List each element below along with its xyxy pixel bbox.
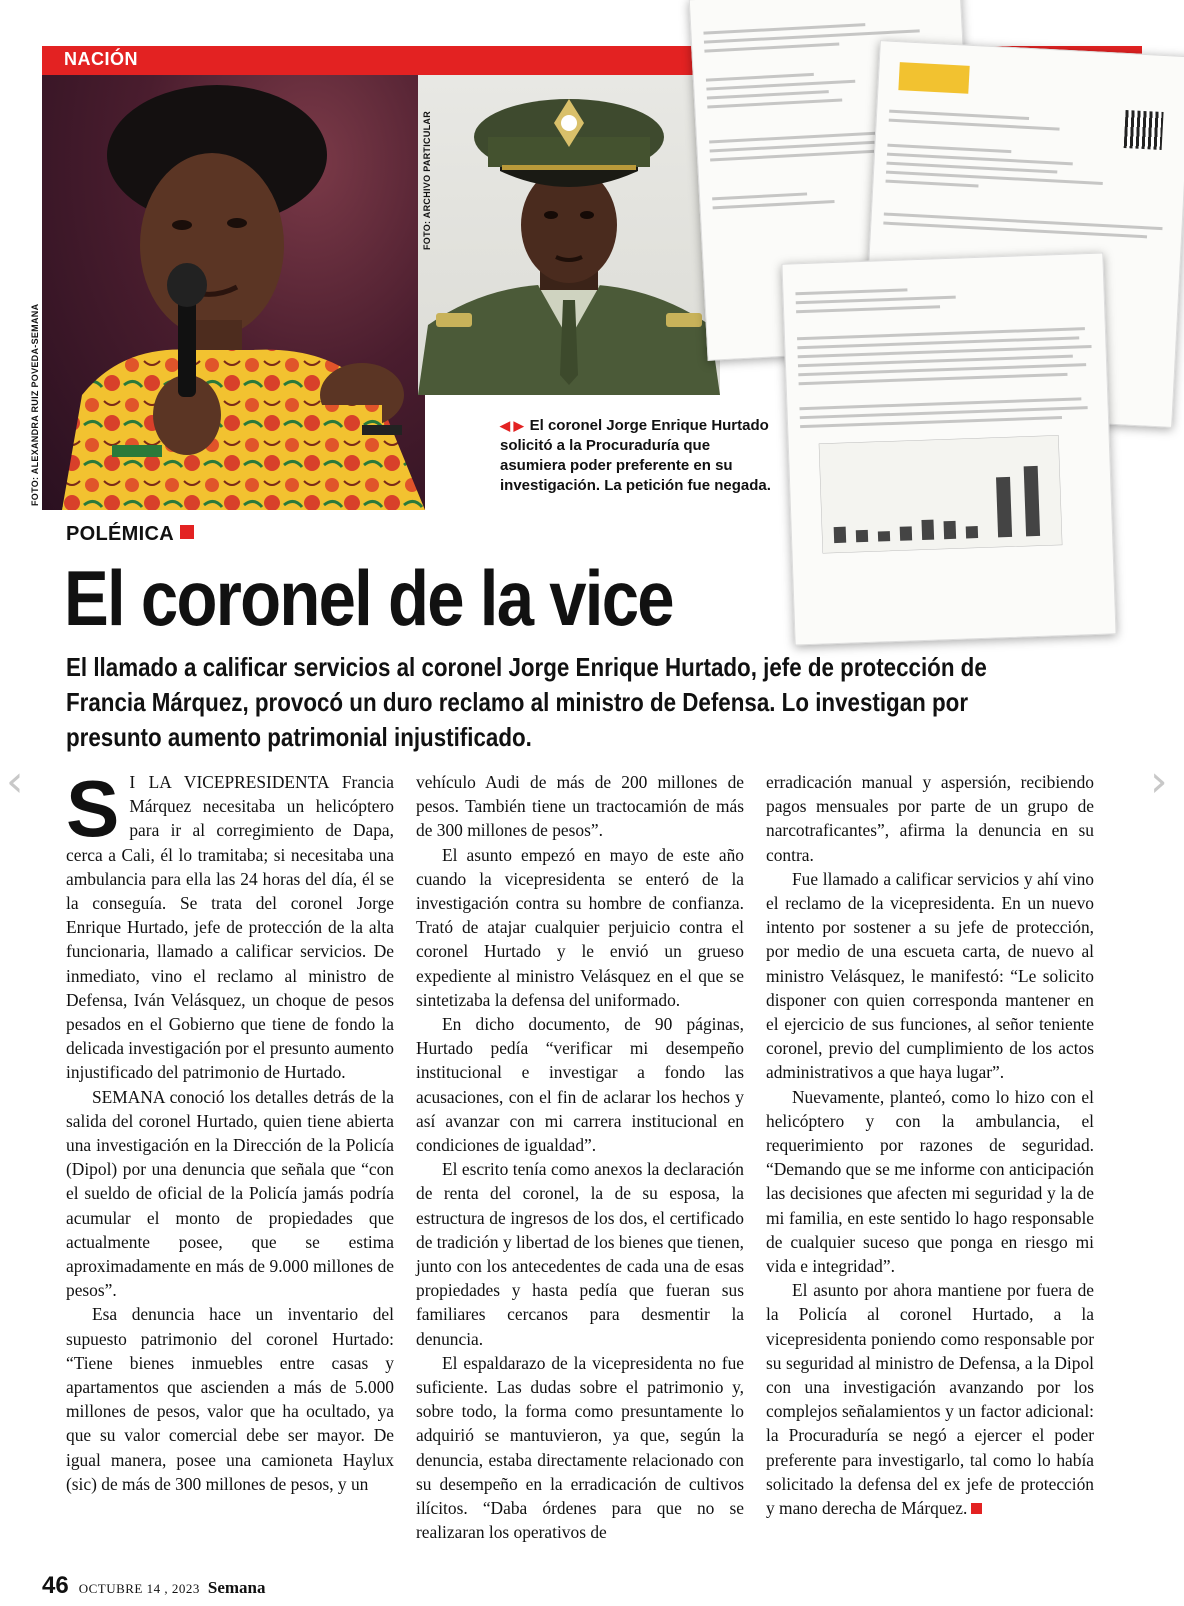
kicker-square-icon xyxy=(180,525,194,539)
body-paragraph: Fue llamado a calificar servicios y ahí vino el reclamo de la vicepresidenta. En un nuevo intento por sostener a su jefe de protección, por medio de una escueta carta, de nuevo al ministro Velásquez, le manifestó: “Le solicito disponer con quien corresponda mantener en el ejercicio de sus funciones, al señor teniente coronel, previo del cumplimiento de los actos administrativos a que haya lugar”. xyxy=(766,868,1094,1083)
chevron-right-icon[interactable]: › xyxy=(1150,756,1168,807)
vice-president-photo xyxy=(42,75,425,510)
issue-date: OCTUBRE 14 , 2023 xyxy=(78,1581,200,1596)
right-photo-credit: FOTO: ARCHIVO PARTICULAR xyxy=(422,110,432,250)
body-paragraph: El asunto por ahora mantiene por fuera de la Policía al coronel Hurtado, a la vicepresidenta poniendo como responsable por su seguridad al ministro de Defensa, a la Dipol con una investigación avanzando por los complejos señalamientos y un factor adicional: la Procuraduría se negó a ejercer el poder preferente para investigarlo, tal como lo había solicitado la defensa del ex jefe de protección y mano derecha de Márquez. xyxy=(766,1280,1094,1519)
body-paragraph: El espaldarazo de la vicepresidenta no fue suficiente. Las dudas sobre el patrimonio y, sobre todo, la forma como presuntamente lo adquirió se mantuvieron, ya que, según la denuncia, estaba directamente relacionado con su desempeño en la erradicación de cultivos ilícitos. “Daba órdenes para que no se realizaran los operativos de xyxy=(416,1352,744,1543)
documents-collage xyxy=(680,0,1184,660)
kicker-text: POLÉMICA xyxy=(66,523,174,545)
colonel-photo xyxy=(418,75,720,395)
caption-arrows-icon: ◀ ▶ xyxy=(500,418,524,433)
body-paragraph: S I LA VICEPRESIDENTA Francia Márquez necesitaba un helicóptero para ir al corregimiento de Dapa, cerca a Cali, él lo tramitaba; si necesitaba una ambulancia para ella las 24 horas del día, él se la conseguía. Se trata del coronel Jorge Enrique Hurtado, jefe de protección de la alta funcionaria, llamado a calificar servicios. De inmediato, vino el reclamo al ministro de Defensa, Iván Velásquez, un choque de pesos pesados en el Gobierno que tiene de fondo la delicada investigación por el presunto aumento injustificado del patrimonio de Hurtado. xyxy=(66,764,394,1083)
page-number: 46 xyxy=(42,1572,69,1599)
headline: El coronel de la vice xyxy=(64,554,673,642)
body-paragraph: Nuevamente, planteó, como lo hizo con el helicóptero y con la ambulancia, el requerimiento por razones de seguridad. “Demando que se me informe con anticipación las decisiones que afecten mi seguridad y la de mi familia, en este sentido lo hago responsable de cualquier suceso que ponga en riesgo mi vida e integridad”. xyxy=(766,1086,1094,1277)
drop-cap: S xyxy=(66,764,120,853)
left-photo-credit: FOTO: ALEXANDRA RUIZ POVEDA-SEMANA xyxy=(30,303,40,506)
body-column-2 xyxy=(416,770,744,1545)
body-paragraph: SEMANA conoció los detalles detrás de la salida del coronel Hurtado, quien tiene abierta una investigación en la Dirección de la Policía (Dipol) por una denuncia que señala que “con el sueldo de oficial de la Policía jamás podría acumular el monto de propiedades que actualmente posee, que se estima aproximadamente en más de 9.000 millones de pesos”. xyxy=(66,1086,394,1301)
kicker xyxy=(66,523,194,546)
colombia-vida-logo xyxy=(898,62,969,94)
body-paragraph: El asunto empezó en mayo de este año cuando la vicepresidenta se enteró de la investigación contra su hombre de confianza. Trató de atajar cualquier perjuicio contra el coronel Hurtado y le envió un grueso expediente al ministro Velásquez en el que se sintetizaba la defensa del uniformado. xyxy=(416,844,744,1010)
document-vicepresidency-letter xyxy=(781,252,1116,645)
body-paragraph: Esa denuncia hace un inventario del supuesto patrimonio del coronel Hurtado: “Tiene bienes inmuebles entre casas y apartamentos que ascienden a más de 5.000 millones de pesos, valor que ha ocultado, ya que su valor comercial debe ser mayor. De igual manera, posee una camioneta Haylux (sic) de más de 300 millones de pesos, y un xyxy=(66,1304,394,1494)
body-column-1 xyxy=(66,764,394,1496)
deck: El llamado a calificar servicios al coronel Jorge Enrique Hurtado, jefe de protección de Francia Márquez, provocó un duro reclamo al ministro de Defensa. Lo investigan por presunto aumento patrimonial injustificado. xyxy=(66,652,987,752)
chevron-left-icon[interactable]: ‹ xyxy=(6,756,24,807)
end-square-icon xyxy=(971,1503,982,1514)
page-footer xyxy=(42,1572,266,1600)
body-paragraph: erradicación manual y aspersión, recibiendo pagos mensuales por parte de un grupo de narcotraficantes”, afirma la denuncia en su contra. xyxy=(766,772,1094,865)
section-label: NACIÓN xyxy=(64,49,138,69)
body-paragraph: vehículo Audi de más de 200 millones de pesos. También tiene un tractocamión de más de 300 millones de pesos”. xyxy=(416,772,744,841)
body-paragraph: El escrito tenía como anexos la declaración de renta del coronel, la de su esposa, la estructura de ingresos de los dos, el certificado de tradición y libertad de los bienes que tienen, junto con los antecedentes de cada una de esas propiedades y hasta pedía que fueran sus familiares cercanos para desmentir la denuncia. xyxy=(416,1159,744,1349)
magazine-name: Semana xyxy=(207,1578,266,1597)
body-paragraph: En dicho documento, de 90 páginas, Hurtado pedía “verificar mi desempeño institucional e investigar a fondo las acusaciones, con el fin de aclarar los hechos y así avanzar con mi carrera institucional en condiciones de igualdad”. xyxy=(416,1014,744,1156)
body-column-3 xyxy=(766,770,1094,1520)
document-bar-chart-icon xyxy=(819,435,1063,553)
qr-code-icon xyxy=(1124,110,1164,150)
caption-text: El coronel Jorge Enrique Hurtado solicitó a la Procuraduría que asumiera poder preferente en su investigación. La petición fue negada. xyxy=(500,417,771,494)
